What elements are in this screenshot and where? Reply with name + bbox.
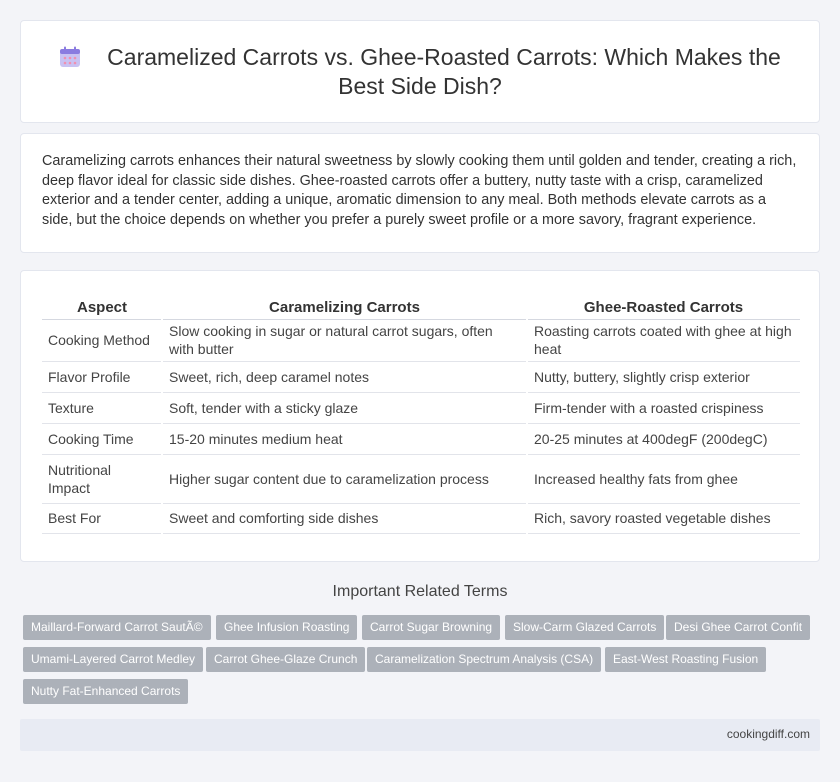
calendar-icon [59, 46, 81, 68]
table-row [42, 319, 800, 361]
related-term-tag[interactable]: Carrot Sugar Browning [362, 615, 500, 640]
table-row [42, 503, 800, 533]
related-term-tag[interactable]: East-West Roasting Fusion [605, 647, 766, 672]
table-cell: 20-25 minutes at 400degF (200degC) [527, 423, 800, 454]
site-link[interactable]: cookingdiff.com [726, 727, 810, 741]
page-title-text: Caramelized Carrots vs. Ghee-Roasted Carrots: Which Makes the Best Side Dish? [107, 44, 781, 99]
table-cell: Nutritional Impact [42, 454, 162, 503]
table-cell: Increased healthy fats from ghee [527, 454, 800, 503]
table-row [42, 392, 800, 423]
table-cell: Texture [42, 392, 162, 423]
table-cell: Cooking Time [42, 423, 162, 454]
table-header-cell: Caramelizing Carrots [162, 297, 527, 319]
related-terms-heading: Important Related Terms [332, 583, 508, 600]
related-term-tag[interactable]: Caramelization Spectrum Analysis (CSA) [367, 647, 601, 672]
related-term-tag[interactable]: Ghee Infusion Roasting [216, 615, 357, 640]
table-cell: Best For [42, 503, 162, 533]
table-cell: Slow cooking in sugar or natural carrot sugars, often with butter [162, 319, 527, 361]
table-row [42, 454, 800, 503]
related-term-tag[interactable]: Desi Ghee Carrot Confit [666, 615, 810, 640]
table-row [42, 361, 800, 392]
table-cell: Nutty, buttery, slightly crisp exterior [527, 361, 800, 392]
intro-card [20, 133, 820, 253]
table-cell: Flavor Profile [42, 361, 162, 392]
comparison-table [42, 297, 800, 534]
table-header-cell: Ghee-Roasted Carrots [527, 297, 800, 319]
title-card [20, 20, 820, 123]
table-cell: Soft, tender with a sticky glaze [162, 392, 527, 423]
related-term-tag[interactable]: Maillard-Forward Carrot SautÃ© [23, 615, 211, 640]
table-cell: Firm-tender with a roasted crispiness [527, 392, 800, 423]
table-cell: Roasting carrots coated with ghee at high heat [527, 319, 800, 361]
related-term-tag[interactable]: Slow-Carm Glazed Carrots [505, 615, 664, 640]
related-term-tag[interactable]: Nutty Fat-Enhanced Carrots [23, 679, 188, 704]
intro-paragraph: Caramelizing carrots enhances their natural sweetness by slowly cooking them until golden and tender, creating a rich, deep flavor ideal for classic side dishes. Ghee-roasted carrots offer a buttery, nutty taste with a crisp, caramelized exterior and a tender center, adding a unique, aromatic dimension to any meal. Both methods elevate carrots as a side, but the choice depends on whether you prefer a purely sweet profile or a more savory, fragrant experience. [42, 153, 797, 229]
related-term-tag[interactable]: Carrot Ghee-Glaze Crunch [206, 647, 365, 672]
table-cell: Sweet, rich, deep caramel notes [162, 361, 527, 392]
table-cell: Sweet and comforting side dishes [162, 503, 527, 533]
footer [20, 719, 820, 751]
table-header-cell: Aspect [42, 297, 162, 319]
table-cell: 15-20 minutes medium heat [162, 423, 527, 454]
table-header-row [42, 297, 800, 319]
table-row [42, 423, 800, 454]
related-term-tag[interactable]: Umami-Layered Carrot Medley [23, 647, 203, 672]
table-cell: Cooking Method [42, 319, 162, 361]
comparison-card [20, 270, 820, 562]
table-cell: Higher sugar content due to caramelization process [162, 454, 527, 503]
page-title [51, 43, 789, 101]
table-cell: Rich, savory roasted vegetable dishes [527, 503, 800, 533]
